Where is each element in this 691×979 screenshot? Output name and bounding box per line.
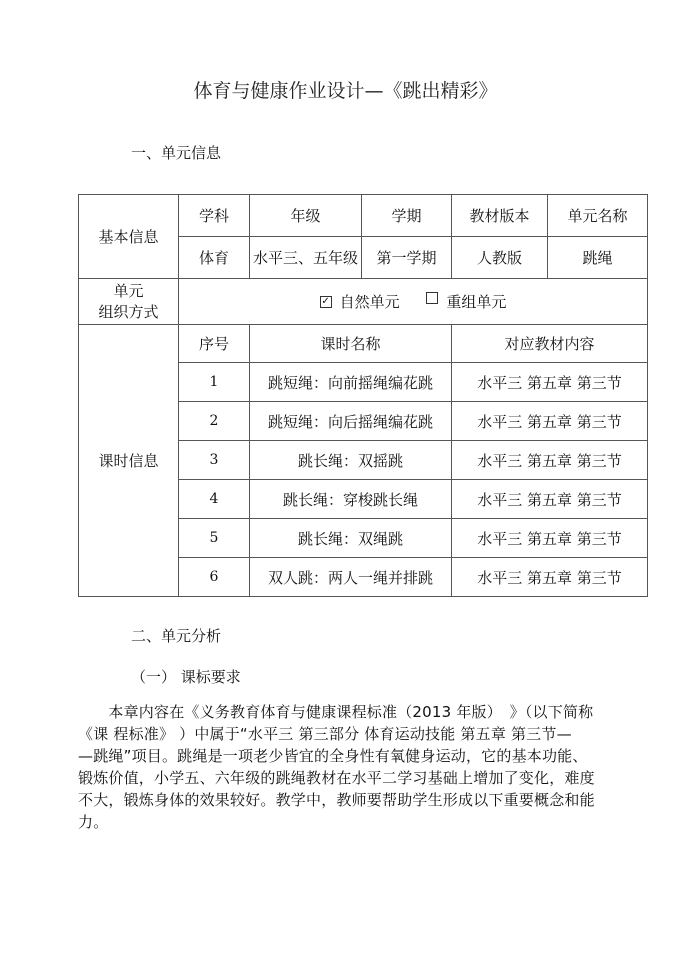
org-mode-label-line1: 单元 <box>113 281 144 300</box>
paragraph-line: 本章内容在《义务教育体育与健康课程标准（2013 年版） 》（以下简称 <box>78 703 594 721</box>
checkbox-empty-icon[interactable] <box>426 292 438 304</box>
lesson-name: 跳长绳：穿梭跳长绳 <box>250 480 452 519</box>
org-mode-label-line2: 组织方式 <box>98 302 159 321</box>
lesson-header-no: 序号 <box>179 325 250 363</box>
header-subject: 学科 <box>179 195 250 237</box>
lesson-content: 水平三 第五章 第三节 <box>452 558 648 597</box>
option-natural-unit[interactable] <box>320 293 405 311</box>
value-textbook-edition: 人教版 <box>452 237 548 279</box>
lesson-header-content: 对应教材内容 <box>452 325 648 363</box>
checkbox-checked-icon[interactable]: ✓ <box>321 296 330 307</box>
value-unit-name: 跳绳 <box>548 237 648 279</box>
lesson-header-name: 课时名称 <box>250 325 452 363</box>
lesson-content: 水平三 第五章 第三节 <box>452 519 648 558</box>
lesson-no: 1 <box>179 363 250 402</box>
body-paragraph <box>78 701 638 833</box>
option-regroup-unit-label: 重组单元 <box>446 293 507 311</box>
lesson-info-label: 课时信息 <box>79 325 179 597</box>
lesson-name: 跳长绳：双绳跳 <box>250 519 452 558</box>
lesson-content: 水平三 第五章 第三节 <box>452 402 648 441</box>
lesson-name: 跳短绳：向前摇绳编花跳 <box>250 363 452 402</box>
header-textbook-edition: 教材版本 <box>452 195 548 237</box>
paragraph-line: —跳绳”项目。跳绳是一项老少皆宜的全身性有氧健身运动，它的基本功能、 <box>78 747 588 765</box>
lesson-no: 6 <box>179 558 250 597</box>
org-mode-options <box>179 279 648 325</box>
paragraph-line: 力。 <box>78 813 109 831</box>
lesson-no: 3 <box>179 441 250 480</box>
paragraph-line: 不大，锻炼身体的效果较好。教学中，教师要帮助学生形成以下重要概念和能 <box>78 791 595 809</box>
value-subject: 体育 <box>179 237 250 279</box>
option-regroup-unit[interactable] <box>426 293 506 311</box>
header-grade: 年级 <box>250 195 362 237</box>
value-term: 第一学期 <box>362 237 452 279</box>
lesson-no: 4 <box>179 480 250 519</box>
lesson-no: 2 <box>179 402 250 441</box>
basic-info-label: 基本信息 <box>79 195 179 279</box>
header-term: 学期 <box>362 195 452 237</box>
org-mode-label <box>79 279 179 325</box>
subsection-heading-curriculum: （一） 课标要求 <box>131 668 241 686</box>
lesson-content: 水平三 第五章 第三节 <box>452 480 648 519</box>
lesson-content: 水平三 第五章 第三节 <box>452 441 648 480</box>
section-heading-unit-info: 一、单元信息 <box>131 144 222 162</box>
unit-info-table <box>78 194 648 597</box>
lesson-no: 5 <box>179 519 250 558</box>
lesson-name: 跳长绳：双摇跳 <box>250 441 452 480</box>
paragraph-line: 《课 程标准》 ）中属于“水平三 第三部分 体育运动技能 第五章 第三节— <box>78 725 572 743</box>
lesson-content: 水平三 第五章 第三节 <box>452 363 648 402</box>
paragraph-line: 锻炼价值，小学五、六年级的跳绳教材在水平二学习基础上增加了变化，难度 <box>78 769 595 787</box>
section-heading-unit-analysis: 二、单元分析 <box>131 627 222 645</box>
page-title: 体育与健康作业设计—《跳出精彩》 <box>193 80 498 102</box>
lesson-name: 双人跳：两人一绳并排跳 <box>250 558 452 597</box>
value-grade: 水平三、五年级 <box>250 237 362 279</box>
lesson-name: 跳短绳：向后摇绳编花跳 <box>250 402 452 441</box>
option-natural-unit-label: 自然单元 <box>339 293 400 311</box>
header-unit-name: 单元名称 <box>548 195 648 237</box>
